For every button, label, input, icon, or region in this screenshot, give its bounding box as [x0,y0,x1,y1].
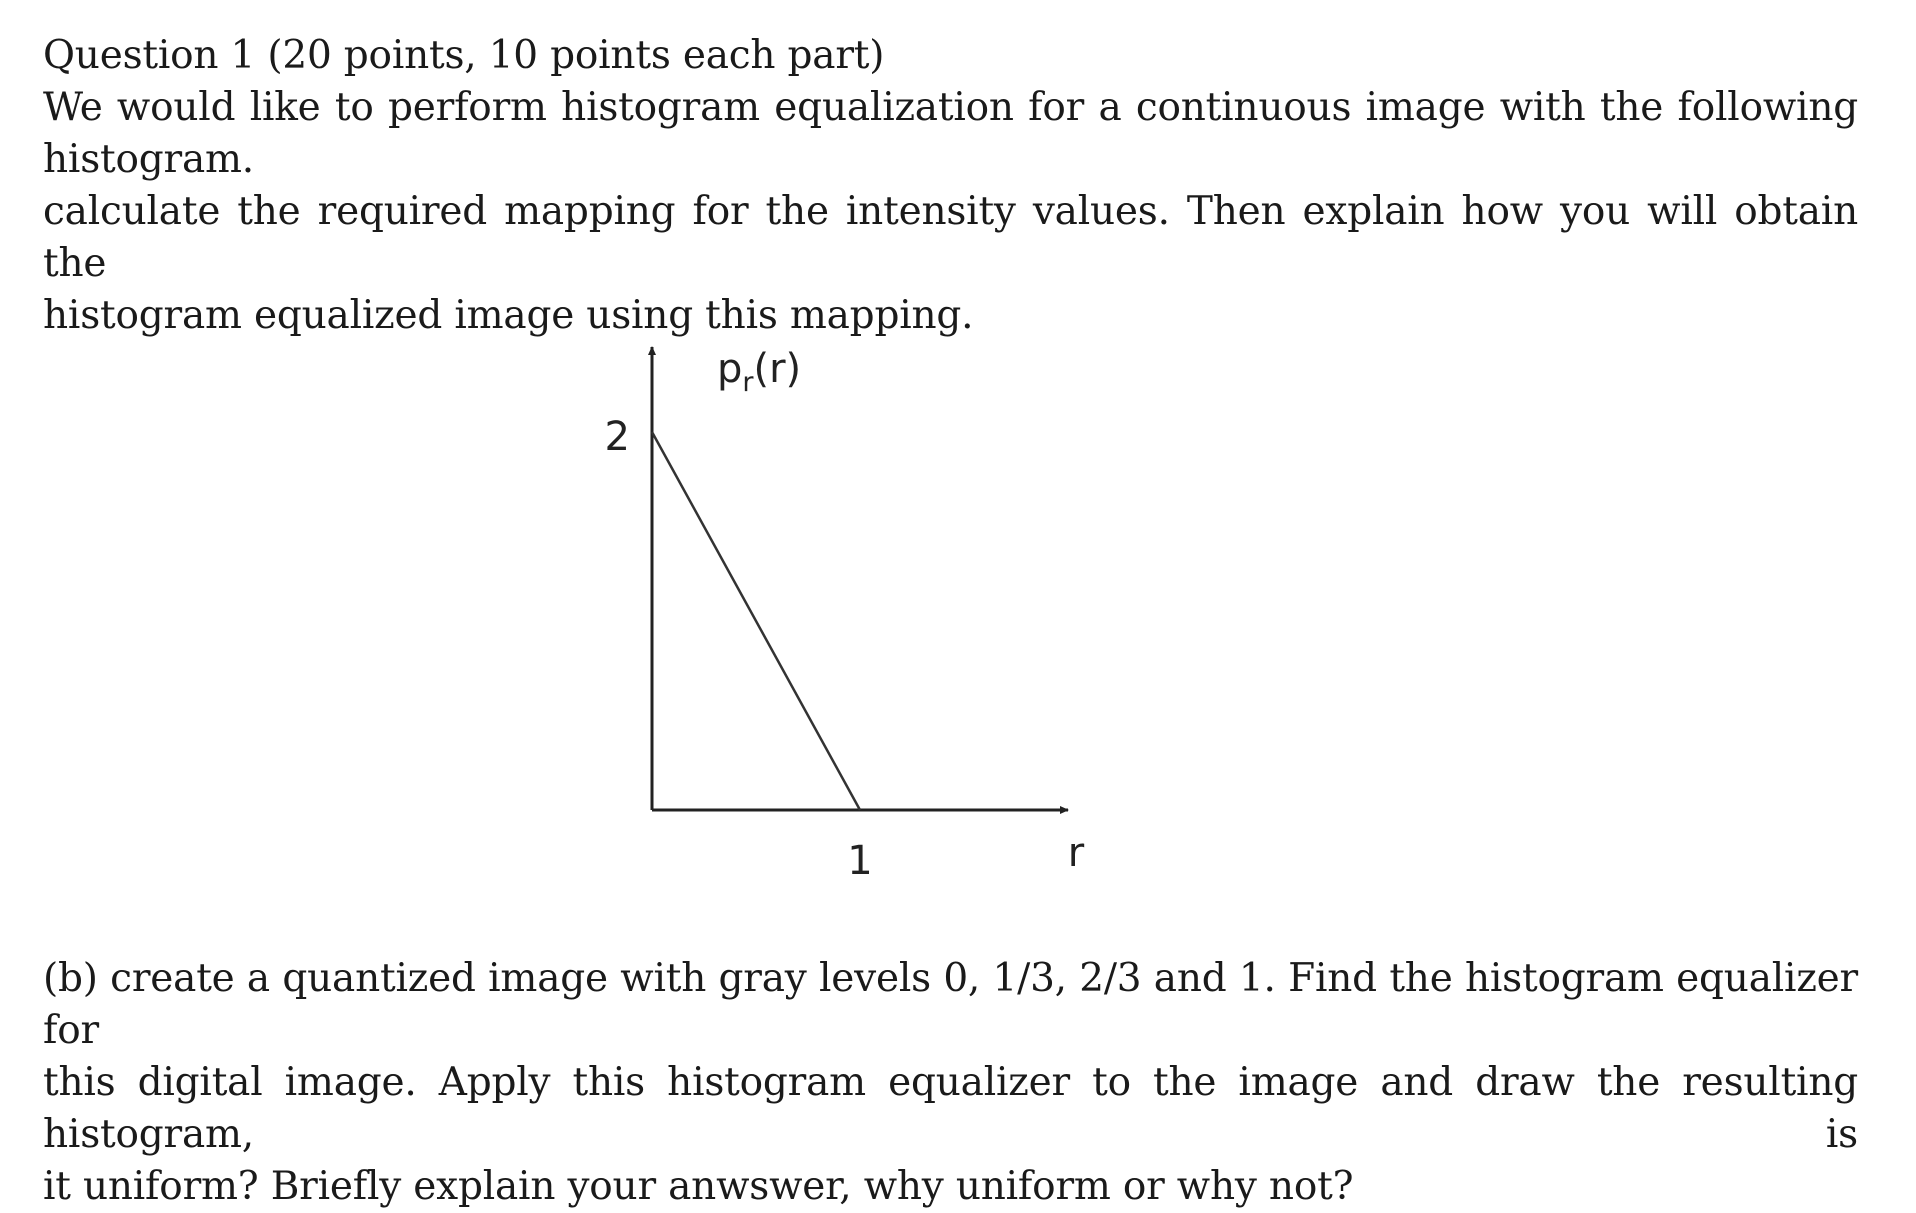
y-tick-label: 2 [604,414,630,460]
y-axis-label-main: p [717,346,743,392]
x-tick-label: 1 [847,838,873,884]
part-b-line-1: (b) create a quantized image with gray levels 0, 1/3, 2/3 and 1. Find the histogram equalizer for [43,956,1858,1053]
question-text [43,30,1858,342]
question-line-3: histogram equalized image using this mapping. [43,293,974,338]
question-line-1: We would like to perform histogram equalization for a continuous image with the following histogram. [43,85,1858,182]
y-axis-label-sub: r [742,367,754,398]
histogram-figure [560,318,1300,884]
x-axis-label: r [1067,830,1085,876]
part-b-line-2: this digital image. Apply this histogram equalizer to the image and draw the resulting histogram, is [43,1060,1858,1157]
question-heading: Question 1 (20 points, 10 points each part) [43,33,885,78]
y-axis-label [717,346,801,398]
question-line-2: calculate the required mapping for the intensity values. Then explain how you will obtain the [43,189,1858,286]
part-b-line-3: it uniform? Briefly explain your anwswer, why uniform or why not? [43,1164,1354,1209]
part-b-text [43,953,1858,1213]
pdf-line [652,432,860,810]
y-axis-label-rest: (r) [753,346,802,392]
